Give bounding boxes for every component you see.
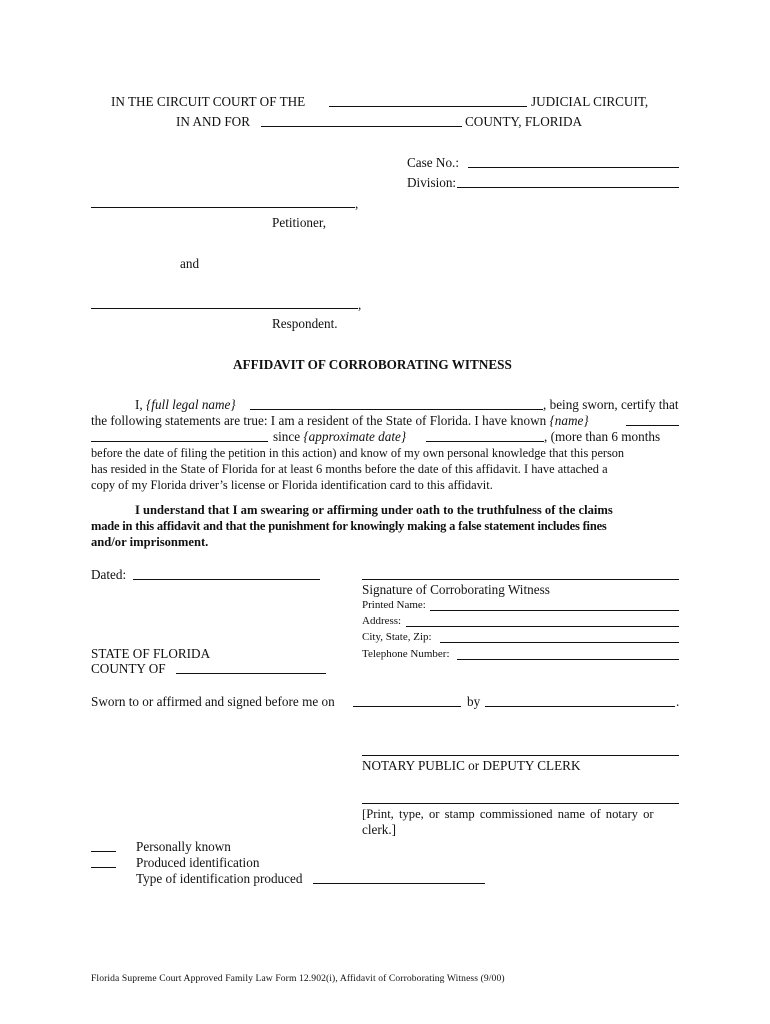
county-of-field[interactable] (176, 673, 326, 674)
division-label: Division: (407, 175, 457, 190)
sworn-period: . (676, 694, 680, 709)
petitioner-comma: , (355, 196, 359, 211)
state-of-florida-label: STATE OF FLORIDA (91, 646, 211, 661)
respondent-name-field[interactable] (91, 308, 358, 309)
page-title: AFFIDAVIT OF CORROBORATING WITNESS (233, 357, 512, 372)
oath-line-2: made in this affidavit and that the punishment for knowingly making a false statement includes fines (91, 519, 607, 533)
notary-print-name-field[interactable] (362, 803, 679, 804)
sworn-by-field[interactable] (485, 706, 675, 707)
address-field[interactable] (406, 626, 679, 627)
printed-name-label: Printed Name: (362, 599, 426, 611)
address-label: Address: (362, 615, 402, 627)
page-footer: Florida Supreme Court Approved Family Law Form 12.902(i), Affidavit of Corroborating Witness (9/00) (91, 973, 505, 984)
telephone-label: Telephone Number: (362, 648, 450, 660)
produced-id-checkbox[interactable] (91, 867, 116, 868)
body-line-5: has resided in the State of Florida for at least 6 months before the date of this affidavit. I have attached a (91, 462, 608, 476)
dated-label: Dated: (91, 567, 127, 582)
notary-signature-field[interactable] (362, 755, 679, 756)
type-id-field[interactable] (313, 883, 485, 884)
body-line-3-end: , (more than 6 months (544, 429, 661, 444)
notary-print-line-1: [Print, type, or stamp commissioned name of notary or (362, 807, 654, 821)
type-id-label: Type of identification produced (136, 871, 303, 886)
sworn-by-label: by (467, 694, 481, 709)
personally-known-checkbox[interactable] (91, 851, 116, 852)
county-of-label: COUNTY OF (91, 661, 166, 676)
approximate-date-field[interactable] (426, 441, 544, 442)
produced-id-label: Produced identification (136, 855, 260, 870)
telephone-field[interactable] (457, 659, 679, 660)
case-no-field[interactable] (468, 167, 679, 168)
court-label: IN THE CIRCUIT COURT OF THE (111, 94, 306, 109)
personally-known-label: Personally known (136, 839, 231, 854)
county-field[interactable] (261, 126, 462, 127)
division-field[interactable] (457, 187, 679, 188)
body-line-6: copy of my Florida driver’s license or Florida identification card to this affidavit. (91, 478, 493, 492)
dated-field[interactable] (133, 579, 320, 580)
body-line-1: I, {full legal name} (135, 397, 236, 412)
and-label: and (180, 256, 200, 271)
body-line-3: since {approximate date} (273, 429, 407, 444)
approximate-date-hint: {approximate date} (303, 429, 407, 444)
full-legal-name-field[interactable] (250, 409, 543, 410)
name-hint: {name} (549, 413, 589, 428)
sworn-label: Sworn to or affirmed and signed before me on (91, 694, 335, 709)
full-legal-name-hint: {full legal name} (146, 397, 236, 412)
notary-print-line-2: clerk.] (362, 822, 397, 837)
oath-line-3: and/or imprisonment. (91, 535, 209, 549)
body-line-1-end: , being sworn, certify that (543, 397, 679, 412)
body-line-2: the following statements are true: I am a resident of the State of Florida. I have known {name} (91, 413, 589, 428)
petitioner-name-field[interactable] (91, 207, 355, 208)
respondent-label: Respondent. (272, 316, 338, 331)
printed-name-field[interactable] (430, 610, 679, 611)
city-state-zip-label: City, State, Zip: (362, 631, 432, 643)
judicial-circuit-field[interactable] (329, 106, 527, 107)
case-no-label: Case No.: (407, 155, 460, 170)
oath-line-1: I understand that I am swearing or affirming under oath to the truthfulness of the claims (135, 503, 613, 517)
signature-label: Signature of Corroborating Witness (362, 582, 550, 597)
known-name-field-cont[interactable] (91, 441, 268, 442)
signature-field[interactable] (362, 579, 679, 580)
notary-label: NOTARY PUBLIC or DEPUTY CLERK (362, 758, 581, 773)
petitioner-label: Petitioner, (272, 215, 327, 230)
body-line-4: before the date of filing the petition in this action) and know of my own personal knowledge that this person (91, 446, 625, 460)
county-florida-label: COUNTY, FLORIDA (465, 114, 582, 129)
city-state-zip-field[interactable] (440, 642, 679, 643)
known-name-field[interactable] (626, 425, 679, 426)
in-and-for-label: IN AND FOR (176, 114, 251, 129)
sworn-date-field[interactable] (353, 706, 461, 707)
respondent-comma: , (358, 297, 362, 312)
judicial-circuit-label: JUDICIAL CIRCUIT, (531, 94, 649, 109)
